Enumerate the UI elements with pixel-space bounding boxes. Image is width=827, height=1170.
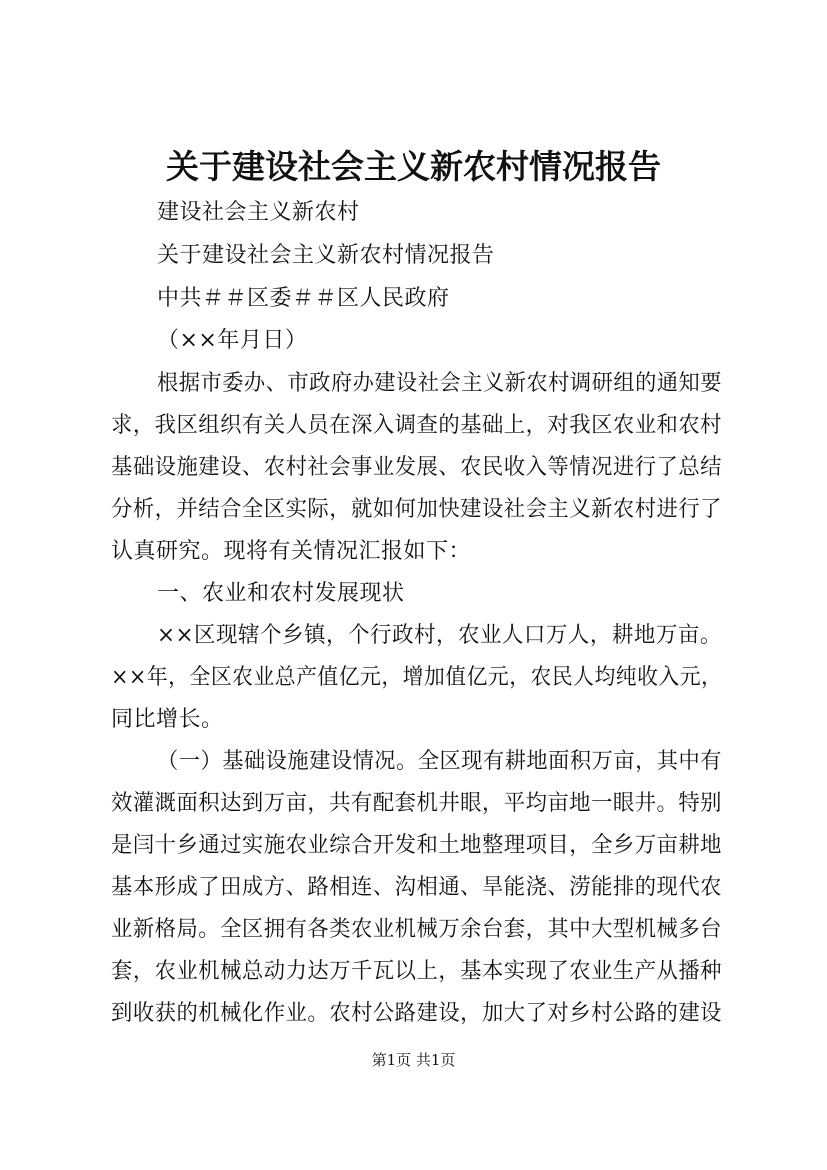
paragraph-line: 到收获的机械化作业。农村公路建设，加大了对乡村公路的建设 [111,1001,723,1026]
issuer-line: 中共＃＃区委＃＃区人民政府 [157,286,450,311]
paragraph-line: 同比增长。 [111,707,224,732]
paragraph-line: 套，农业机械总动力达万千瓦以上，基本实现了农业生产从播种 [111,959,723,984]
paragraph-line: 求，我区组织有关人员在深入调查的基础上，对我区农业和农村 [111,413,723,438]
paragraph-line: 基本形成了田成方、路相连、沟相通、旱能浇、涝能排的现代农 [111,875,723,900]
section-heading: 一、农业和农村发展现状 [157,581,405,606]
paragraph-line: ××区现辖个乡镇，个行政村，农业人口万人，耕地万亩。 [157,623,722,648]
paragraph-line: 认真研究。现将有关情况汇报如下： [111,539,472,564]
document-title: 关于建设社会主义新农村情况报告 [166,147,661,186]
report-title-line: 关于建设社会主义新农村情况报告 [157,243,495,268]
paragraph-line: 根据市委办、市政府办建设社会主义新农村调研组的通知要 [157,371,723,396]
page-footer: 第1页 共1页 [371,1051,456,1069]
paragraph-line: 效灌溉面积达到万亩，共有配套机井眼，平均亩地一眼井。特别 [111,791,723,816]
paragraph-line: （一）基础设施建设情况。全区现有耕地面积万亩，其中有 [157,749,723,774]
date-line: （××年月日） [157,328,308,353]
paragraph-line: ××年，全区农业总产值亿元，增加值亿元，农民人均纯收入元， [111,665,723,690]
paragraph-line: 是闫十乡通过实施农业综合开发和土地整理项目，全乡万亩耕地 [111,833,723,858]
paragraph-line: 分析，并结合全区实际，就如何加快建设社会主义新农村进行了 [111,497,723,522]
subtitle-line: 建设社会主义新农村 [157,200,360,225]
paragraph-line: 基础设施建设、农村社会事业发展、农民收入等情况进行了总结 [111,455,723,480]
paragraph-line: 业新格局。全区拥有各类农业机械万余台套，其中大型机械多台 [111,917,723,942]
